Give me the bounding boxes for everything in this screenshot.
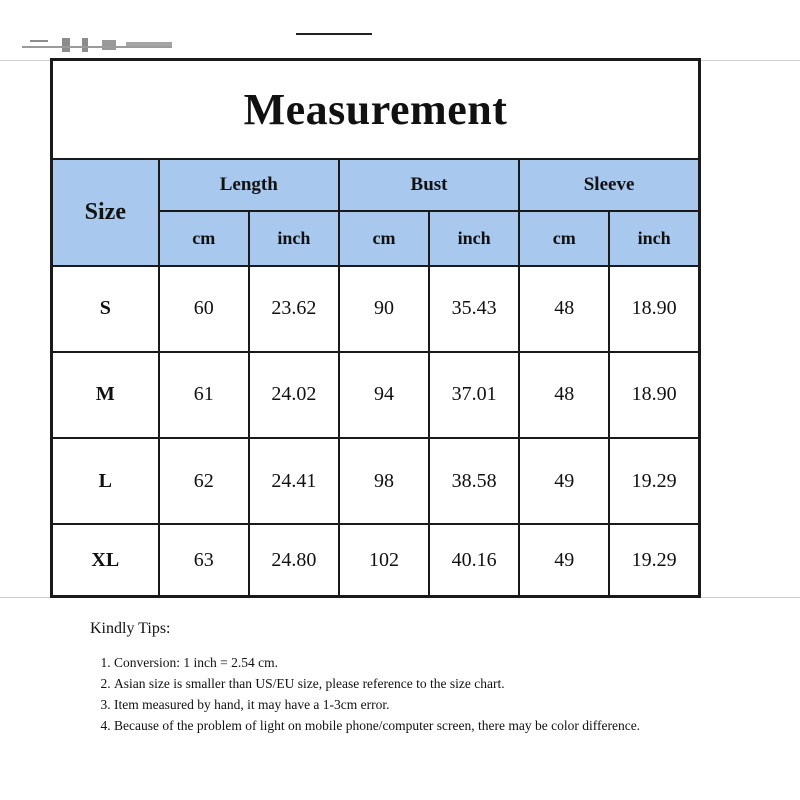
table-row <box>52 352 700 438</box>
header-artifact <box>22 36 172 56</box>
value-cell: 94 <box>339 352 429 438</box>
unit-header: cm <box>519 211 609 265</box>
size-cell: M <box>52 352 159 438</box>
size-chart-table <box>50 58 701 598</box>
unit-header: inch <box>429 211 519 265</box>
tips-list <box>90 652 770 736</box>
value-cell: 61 <box>159 352 249 438</box>
tip-item: 4. Because of the problem of light on mobile phone/computer screen, there may be color difference. <box>114 715 770 736</box>
unit-header: inch <box>249 211 339 265</box>
length-header: Length <box>159 159 339 211</box>
value-cell: 49 <box>519 438 609 524</box>
group-header-row <box>52 159 700 211</box>
size-cell: XL <box>52 524 159 596</box>
value-cell: 49 <box>519 524 609 596</box>
value-cell: 23.62 <box>249 266 339 352</box>
value-cell: 60 <box>159 266 249 352</box>
tip-item: 1. Conversion: 1 inch = 2.54 cm. <box>114 652 770 673</box>
bust-header: Bust <box>339 159 519 211</box>
unit-header: inch <box>609 211 699 265</box>
unit-header: cm <box>159 211 249 265</box>
value-cell: 24.41 <box>249 438 339 524</box>
chart-title: Measurement <box>52 60 700 160</box>
size-cell: S <box>52 266 159 352</box>
header-artifact-line <box>296 33 372 35</box>
value-cell: 19.29 <box>609 438 699 524</box>
tips-title: Kindly Tips: <box>90 620 171 637</box>
title-row <box>52 60 700 160</box>
value-cell: 19.29 <box>609 524 699 596</box>
size-cell: L <box>52 438 159 524</box>
table-row <box>52 524 700 596</box>
table-row <box>52 438 700 524</box>
value-cell: 48 <box>519 266 609 352</box>
value-cell: 18.90 <box>609 266 699 352</box>
value-cell: 102 <box>339 524 429 596</box>
value-cell: 98 <box>339 438 429 524</box>
value-cell: 24.02 <box>249 352 339 438</box>
table-row <box>52 266 700 352</box>
value-cell: 63 <box>159 524 249 596</box>
sleeve-header: Sleeve <box>519 159 699 211</box>
value-cell: 18.90 <box>609 352 699 438</box>
value-cell: 24.80 <box>249 524 339 596</box>
tip-item: 3. Item measured by hand, it may have a 1-3cm error. <box>114 694 770 715</box>
value-cell: 40.16 <box>429 524 519 596</box>
value-cell: 48 <box>519 352 609 438</box>
value-cell: 35.43 <box>429 266 519 352</box>
value-cell: 38.58 <box>429 438 519 524</box>
tip-item: 2. Asian size is smaller than US/EU size, please reference to the size chart. <box>114 673 770 694</box>
size-header: Size <box>52 159 159 265</box>
value-cell: 37.01 <box>429 352 519 438</box>
value-cell: 62 <box>159 438 249 524</box>
kindly-tips <box>90 620 770 736</box>
unit-header: cm <box>339 211 429 265</box>
value-cell: 90 <box>339 266 429 352</box>
